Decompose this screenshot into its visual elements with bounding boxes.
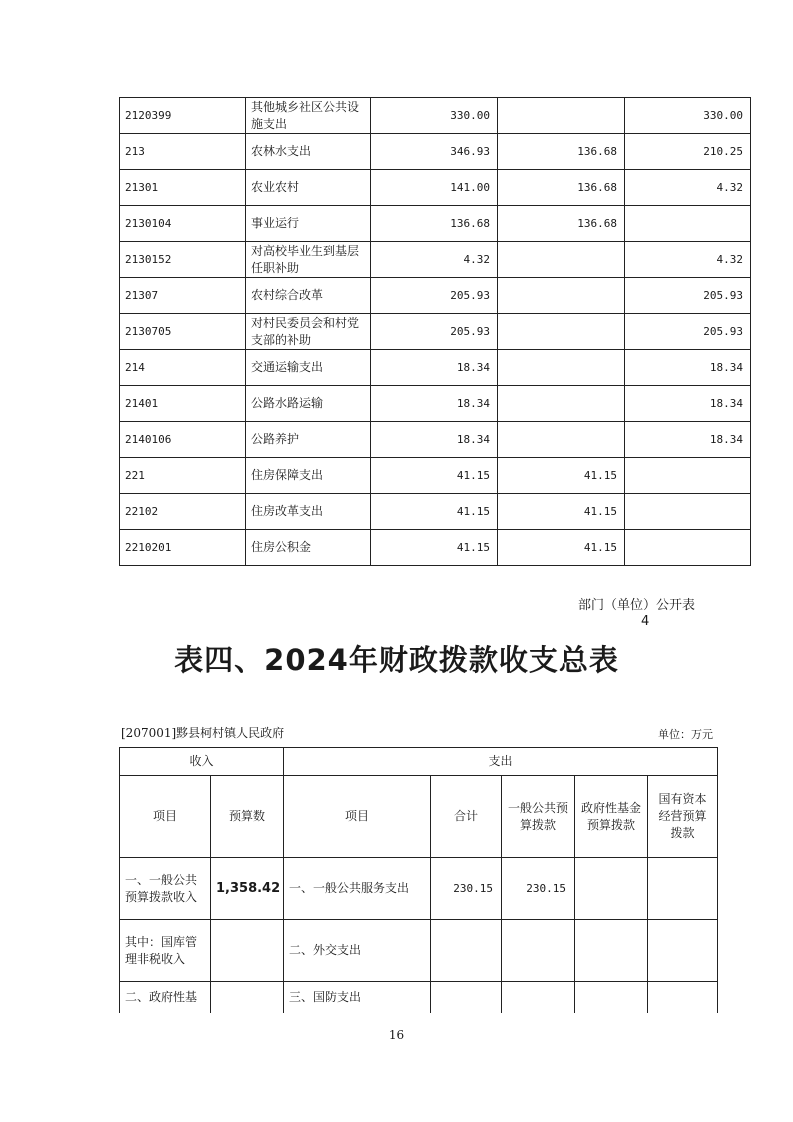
row-state	[648, 858, 718, 920]
row-name: 公路养护	[246, 422, 371, 458]
row-code: 2120399	[120, 98, 246, 134]
table-row	[120, 494, 751, 530]
row-total: 41.15	[371, 494, 498, 530]
row-total: 205.93	[371, 314, 498, 350]
row-total: 230.15	[431, 858, 502, 920]
row-total: 18.34	[371, 350, 498, 386]
col-budget: 预算数	[211, 776, 284, 858]
row-name: 其他城乡社区公共设施支出	[246, 98, 371, 134]
row-expense-item: 二、外交支出	[284, 920, 431, 982]
row-code: 2130152	[120, 242, 246, 278]
row-name: 农林水支出	[246, 134, 371, 170]
row-budget	[211, 920, 284, 982]
row-total	[431, 982, 502, 1013]
row-code: 214	[120, 350, 246, 386]
row-name: 住房公积金	[246, 530, 371, 566]
expense-header: 支出	[284, 748, 718, 776]
row-total: 41.15	[371, 458, 498, 494]
col-expense-item: 项目	[284, 776, 431, 858]
row-basic	[498, 422, 625, 458]
table-row	[120, 530, 751, 566]
table-row	[120, 242, 751, 278]
row-budget: 1,358.42	[211, 858, 284, 920]
row-basic	[498, 98, 625, 134]
row-name: 住房改革支出	[246, 494, 371, 530]
row-basic: 136.68	[498, 206, 625, 242]
page-number: 16	[388, 1028, 405, 1042]
row-name: 对高校毕业生到基层任职补助	[246, 242, 371, 278]
table-row	[120, 134, 751, 170]
row-basic: 41.15	[498, 530, 625, 566]
row-income-item: 其中：国库管理非税收入	[120, 920, 211, 982]
row-fund	[575, 858, 648, 920]
row-name: 对村民委员会和村党支部的补助	[246, 314, 371, 350]
row-basic	[498, 386, 625, 422]
row-code: 2140106	[120, 422, 246, 458]
continued-table-body	[120, 98, 751, 566]
row-code: 2130705	[120, 314, 246, 350]
row-code: 21307	[120, 278, 246, 314]
table-row	[120, 982, 718, 1013]
budget-summary-table	[119, 747, 718, 1013]
row-total: 330.00	[371, 98, 498, 134]
col-general: 一般公共预算拨款	[502, 776, 575, 858]
row-code: 21301	[120, 170, 246, 206]
row-total	[431, 920, 502, 982]
group-header-row	[120, 748, 718, 776]
row-expense-item: 一、一般公共服务支出	[284, 858, 431, 920]
row-project: 330.00	[625, 98, 751, 134]
row-project	[625, 206, 751, 242]
row-basic: 136.68	[498, 134, 625, 170]
row-total: 18.34	[371, 386, 498, 422]
row-name: 事业运行	[246, 206, 371, 242]
table-row	[120, 98, 751, 134]
row-basic: 136.68	[498, 170, 625, 206]
row-name: 交通运输支出	[246, 350, 371, 386]
row-project: 205.93	[625, 314, 751, 350]
income-header: 收入	[120, 748, 284, 776]
unit-label: 单位：万元	[658, 728, 713, 741]
row-total: 136.68	[371, 206, 498, 242]
row-project: 205.93	[625, 278, 751, 314]
table-row	[120, 206, 751, 242]
row-code: 2210201	[120, 530, 246, 566]
row-expense-item: 三、国防支出	[284, 982, 431, 1013]
table-row	[120, 170, 751, 206]
row-project	[625, 494, 751, 530]
row-basic	[498, 242, 625, 278]
row-income-item: 一、一般公共预算拨款收入	[120, 858, 211, 920]
row-code: 22102	[120, 494, 246, 530]
row-basic	[498, 314, 625, 350]
col-state: 国有资本经营预算拨款	[648, 776, 718, 858]
row-name: 农业农村	[246, 170, 371, 206]
table-row	[120, 920, 718, 982]
row-code: 21401	[120, 386, 246, 422]
table-row	[120, 422, 751, 458]
row-project: 18.34	[625, 386, 751, 422]
row-general	[502, 982, 575, 1013]
row-project: 18.34	[625, 422, 751, 458]
row-project: 4.32	[625, 242, 751, 278]
row-income-item: 二、政府性基	[120, 982, 211, 1013]
row-fund	[575, 982, 648, 1013]
row-general	[502, 920, 575, 982]
row-basic: 41.15	[498, 458, 625, 494]
row-code: 2130104	[120, 206, 246, 242]
row-code: 213	[120, 134, 246, 170]
col-fund: 政府性基金预算拨款	[575, 776, 648, 858]
table-row	[120, 314, 751, 350]
row-budget	[211, 982, 284, 1013]
row-fund	[575, 920, 648, 982]
disclosure-number: 4	[641, 614, 650, 629]
page-title: 表四、2024年财政拨款收支总表	[174, 643, 619, 677]
table-row	[120, 278, 751, 314]
row-state	[648, 920, 718, 982]
continued-expenditure-table	[119, 97, 751, 566]
column-header-row	[120, 776, 718, 858]
table-row	[120, 386, 751, 422]
row-total: 18.34	[371, 422, 498, 458]
row-project: 18.34	[625, 350, 751, 386]
row-project	[625, 530, 751, 566]
row-basic: 41.15	[498, 494, 625, 530]
table-row	[120, 458, 751, 494]
row-project: 4.32	[625, 170, 751, 206]
row-project	[625, 458, 751, 494]
table-row	[120, 350, 751, 386]
disclosure-label: 部门（单位）公开表	[578, 598, 696, 613]
row-name: 农村综合改革	[246, 278, 371, 314]
row-total: 4.32	[371, 242, 498, 278]
table-row	[120, 858, 718, 920]
row-name: 公路水路运输	[246, 386, 371, 422]
row-state	[648, 982, 718, 1013]
row-basic	[498, 350, 625, 386]
row-code: 221	[120, 458, 246, 494]
row-total: 41.15	[371, 530, 498, 566]
row-name: 住房保障支出	[246, 458, 371, 494]
row-total: 205.93	[371, 278, 498, 314]
col-total: 合计	[431, 776, 502, 858]
row-general: 230.15	[502, 858, 575, 920]
row-total: 141.00	[371, 170, 498, 206]
row-project: 210.25	[625, 134, 751, 170]
row-basic	[498, 278, 625, 314]
organization-name: [207001]黟县柯村镇人民政府	[121, 726, 285, 740]
row-total: 346.93	[371, 134, 498, 170]
col-income-item: 项目	[120, 776, 211, 858]
